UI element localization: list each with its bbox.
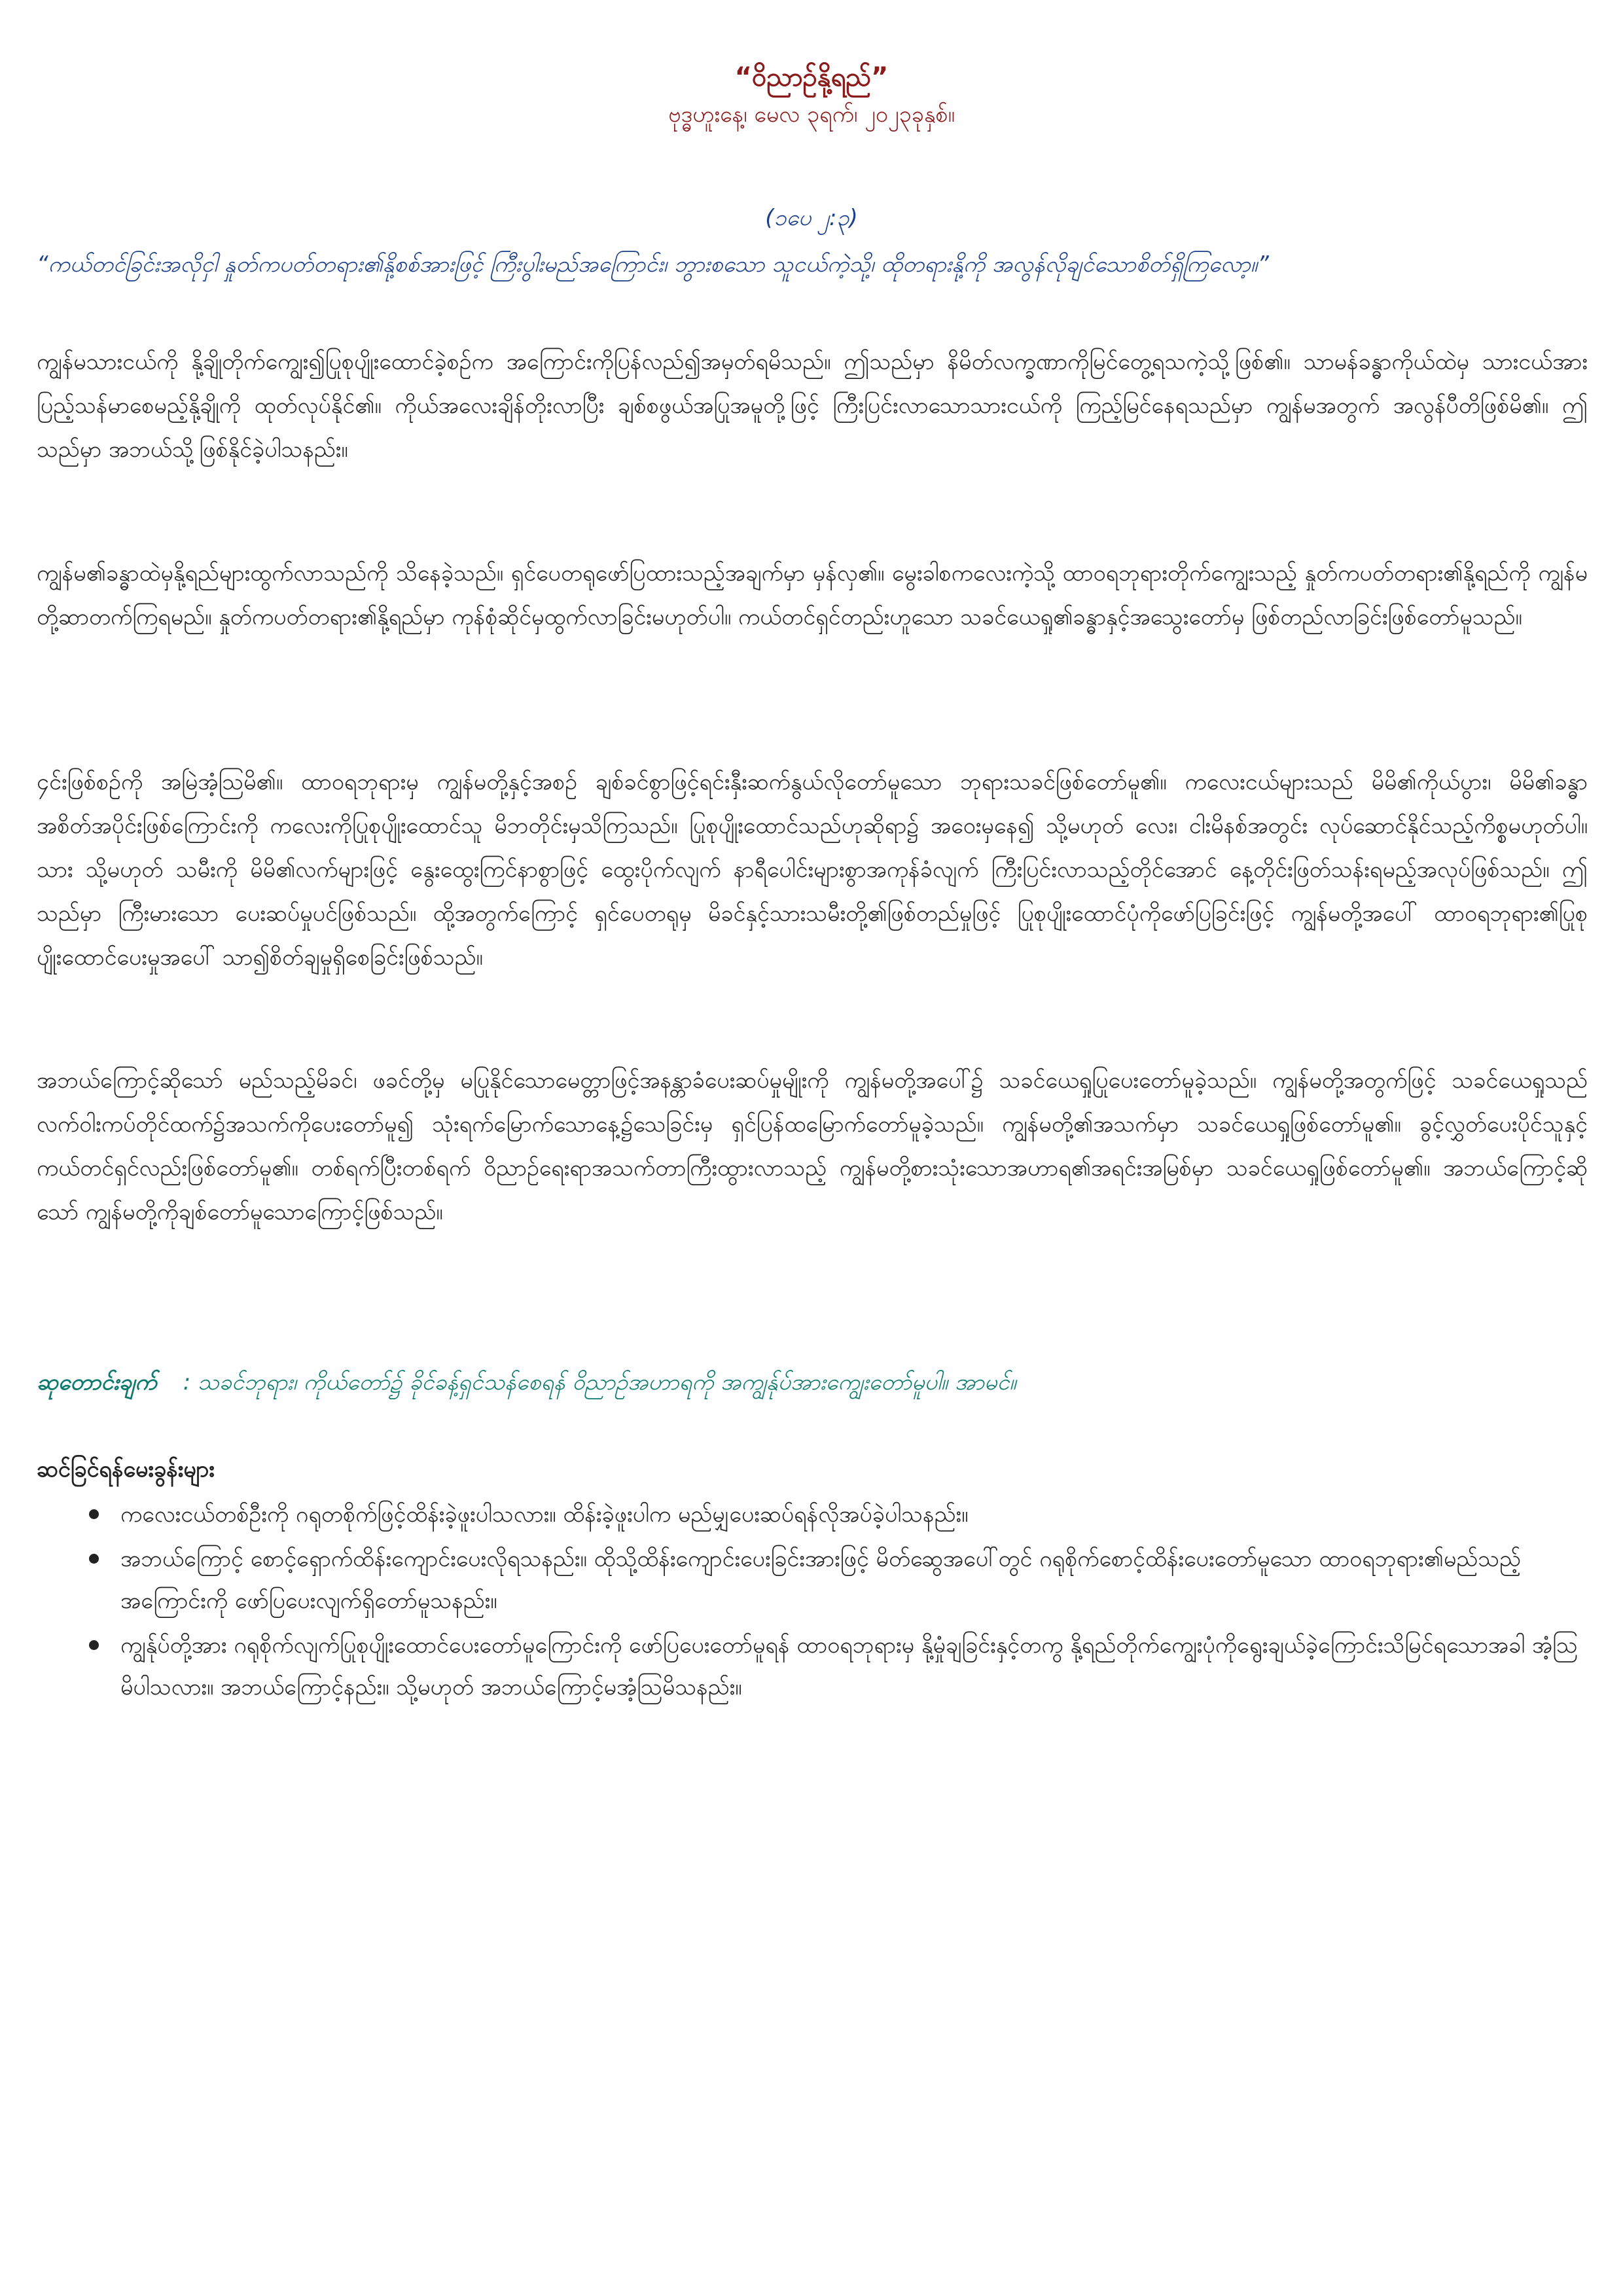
bullet-icon <box>89 1640 99 1650</box>
body-paragraph-3: ၄င်းဖြစ်စဉ်ကို အမြဲအံ့ဩမိ၏။ ထာဝရဘုရားမှ ကျွန်မတို့နှင့်အစဉ် ချစ်ခင်စွာဖြင့်ရင်းနှီးဆက်နွယ်လိုတော်မူသော ဘုရားသခင်ဖြစ်တော်မူ၏။ ကလေးငယ်များသည် မိမိ၏ကိုယ်ပွား၊ မိမိ၏ခန္ဓာအစိတ်အပိုင်းဖြစ်ကြောင်းကို ကလေးကိုပြုစုပျိုးထောင်သူ မိဘတိုင်းမှသိကြသည်။ ပြုစုပျိုးထောင်သည်ဟုဆိုရာ၌ အဝေးမှနေ၍ သို့မဟုတ် လေး၊ ငါးမိနစ်အတွင်း လုပ်ဆောင်နိုင်သည့်ကိစ္စမဟုတ်ပါ။ သား သို့မဟုတ် သမီးကို မိမိ၏လက်များဖြင့် နွေးထွေးကြင်နာစွာဖြင့် ထွေးပိုက်လျက် နာရီပေါင်းများစွာအကုန်ခံလျက် ကြီးပြင်းလာသည့်တိုင်အောင် နေ့တိုင်းဖြတ်သန်းရမည့်အလုပ်ဖြစ်သည်။ ဤသည်မှာ ကြီးမားသော ပေးဆပ်မှုပင်ဖြစ်သည်။ ထို့အတွက်ကြောင့် ရှင်ပေတရုမှ မိခင်နှင့်သားသမီးတို့၏ဖြစ်တည်မှုဖြင့် ပြုစုပျိုးထောင်ပုံကိုဖော်ပြခြင်းဖြင့် ကျွန်မတို့အပေါ် ထာဝရဘုရား၏ပြုစုပျိုးထောင်ပေးမှုအပေါ် သာ၍စိတ်ချမှုရှိစေခြင်းဖြစ်သည်။ <box>37 769 1588 971</box>
bullet-icon <box>89 1509 99 1519</box>
bullet-icon <box>89 1554 99 1564</box>
question-item-1 <box>37 1494 1588 1535</box>
questions-title: ဆင်ခြင်ရန်မေးခွန်းများ <box>37 1456 215 1482</box>
question-item-2 <box>37 1538 1588 1622</box>
question-text-3: ကျွန်ုပ်တို့အား ဂရုစိုက်လျက်ပြုစုပျိုးထောင်ပေးတော်မူကြောင်းကို ဖော်ပြပေးတော်မူရန် ထာဝရဘုရားမှ နို့မှုံချခြင်းနှင့်တကွ နို့ရည်တိုက်ကျွေးပုံကိုရွေးချယ်ခဲ့ကြောင်းသိမြင်ရသောအခါ အံ့ဩမိပါသလား။ အဘယ်ကြောင့်နည်း။ သို့မဟုတ် အဘယ်ကြောင့်မအံ့ဩမိသနည်း။ <box>120 1632 1578 1700</box>
question-item-3 <box>37 1624 1588 1708</box>
verse-reference: (၁ပေ ၂:၃) <box>765 205 858 231</box>
body-paragraph-2: ကျွန်မ၏ခန္ဓာထဲမှနို့ရည်များထွက်လာသည်ကို သိနေခဲ့သည်။ ရှင်ပေတရုဖော်ပြထားသည့်အချက်မှာ မှန်လှ၏။ မွေးခါစကလေးကဲ့သို့ ထာဝရဘုရားတိုက်ကျွေးသည့် နှုတ်ကပတ်တရား၏နို့ရည်ကို ကျွန်မတို့ဆာတက်ကြရမည်။ နှုတ်ကပတ်တရား၏နို့ရည်မှာ ကုန်စုံဆိုင်မှထွက်လာခြင်းမဟုတ်ပါ။ ကယ်တင်ရှင်တည်းဟူသော သခင်ယေရှု၏ခန္ဓာနှင့်အသွေးတော်မှ ဖြစ်တည်လာခြင်းဖြစ်တော်မူသည်။ <box>37 560 1588 630</box>
questions-list <box>37 1494 1588 1711</box>
question-text-2: အဘယ်ကြောင့် စောင့်ရှောက်ထိန်းကျောင်းပေးလိုရသနည်း။ ထိုသို့ထိန်းကျောင်းပေးခြင်းအားဖြင့် မိတ်ဆွေအပေါ်တွင် ဂရုစိုက်စောင့်ထိန်းပေးတော်မူသော ထာဝရဘုရား၏မည်သည့်အကြောင်းကို ဖော်ပြပေးလျက်ရှိတော်မူသနည်း။ <box>120 1546 1521 1614</box>
verse-text: “ကယ်တင်ခြင်းအလိုငှါ နှုတ်ကပတ်တရား၏နို့စစ်အားဖြင့် ကြီးပွါးမည်အကြောင်း၊ ဘွားစသော သူငယ်ကဲ့သို့၊ ထိုတရားနို့ကို အလွန်လိုချင်သောစိတ်ရှိကြလော့။” <box>37 251 1269 278</box>
prayer-label: ဆုတောင်းချက် <box>37 1369 157 1395</box>
page-date: ဗုဒ္ဓဟူးနေ့၊ မေလ ၃ရက်၊ ၂၀၂၃ခုနှစ်။ <box>668 101 955 128</box>
question-text-1: ကလေးငယ်တစ်ဦးကို ဂရုတစိုက်ဖြင့်ထိန်းခဲ့ဖူးပါသလား။ ထိန်းခဲ့ဖူးပါက မည်မျှပေးဆပ်ရန်လိုအပ်ခဲ့ပါသနည်း။ <box>120 1501 969 1528</box>
prayer <box>37 1361 1588 1403</box>
page-title: “ဝိညာဉ်နို့ရည်” <box>734 62 889 92</box>
body-paragraph-4: အဘယ်ကြောင့်ဆိုသော် မည်သည့်မိခင်၊ ဖခင်တို့မှ မပြုနိုင်သောမေတ္တာဖြင့်အနန္တာခံပေးဆပ်မှုမျိုးကို ကျွန်မတို့အပေါ်၌ သခင်ယေရှုပြုပေးတော်မူခဲ့သည်။ ကျွန်မတို့အတွက်ဖြင့် သခင်ယေရှုသည် လက်ဝါးကပ်တိုင်ထက်၌အသက်ကိုပေးတော်မူ၍ သုံးရက်မြောက်သောနေ့၌သေခြင်းမှ ရှင်ပြန်ထမြောက်တော်မူခဲ့သည်။ ကျွန်မတို့၏အသက်မှာ သခင်ယေရှုဖြစ်တော်မူ၏။ ခွင့်လွှတ်ပေးပိုင်သူနှင့်ကယ်တင်ရှင်လည်းဖြစ်တော်မူ၏။ တစ်ရက်ပြီးတစ်ရက် ဝိညာဉ်ရေးရာအသက်တာကြီးထွားလာသည့် ကျွန်မတို့စားသုံးသောအဟာရ၏အရင်းအမြစ်မှာ သခင်ယေရှုဖြစ်တော်မူ၏။ အဘယ်ကြောင့်ဆိုသော် ကျွန်မတို့ကိုချစ်တော်မူသောကြောင့်ဖြစ်သည်။ <box>37 1067 1588 1225</box>
prayer-text: : သခင်ဘုရား၊ ကိုယ်တော်၌ ခိုင်ခန့်ရှင်သန်စေရန် ဝိညာဉ်အဟာရကို အကျွန်ုပ်အားကျွေးတော်မူပါ။ အာမင်။ <box>183 1369 1016 1395</box>
body-paragraph-1: ကျွန်မသားငယ်ကို နို့ချိုတိုက်ကျွေး၍ပြုစုပျိုးထောင်ခဲ့စဉ်က အကြောင်းကိုပြန်လည်၍အမှတ်ရမိသည်။ ဤသည်မှာ နိမိတ်လက္ခဏာကိုမြင်တွေ့ရသကဲ့သို့ဖြစ်၏။ သာမန်ခန္ဓာကိုယ်ထဲမှ သားငယ်အားပြည့်သန်မာစေမည့်နို့ချိုကို ထုတ်လုပ်နိုင်၏။ ကိုယ်အလေးချိန်တိုးလာပြီး ချစ်စဖွယ်အပြုအမူတို့ဖြင့် ကြီးပြင်းလာသောသားငယ်ကို ကြည့်မြင်နေရသည်မှာ ကျွန်မအတွက် အလွန်ပီတိဖြစ်မိ၏။ ဤသည်မှာ အဘယ်သို့ဖြစ်နိုင်ခဲ့ပါသနည်း။ <box>37 349 1588 463</box>
